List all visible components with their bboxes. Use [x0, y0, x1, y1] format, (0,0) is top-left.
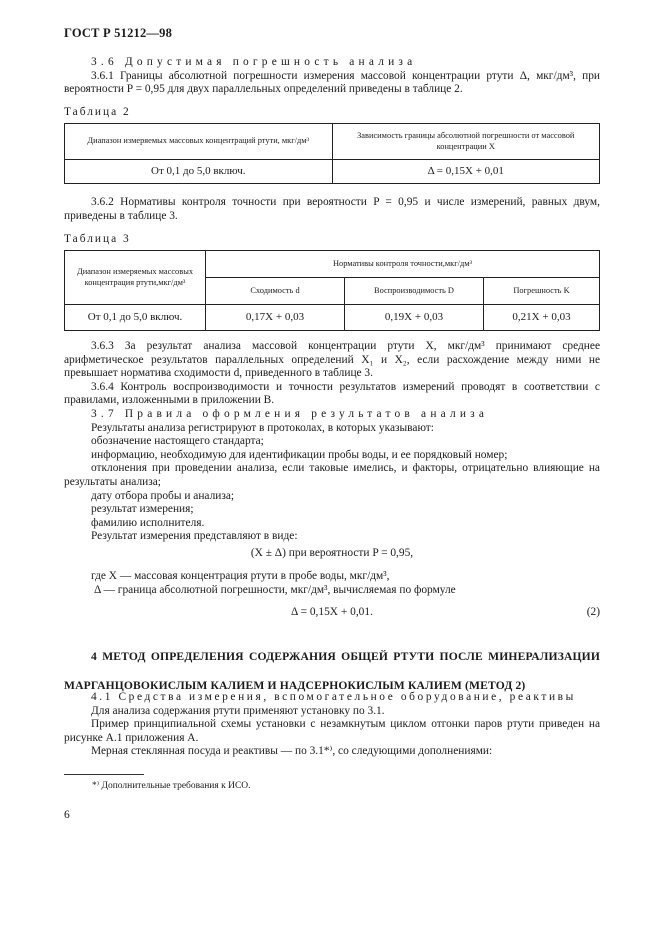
table-2-cell-range: От 0,1 до 5,0 включ. [65, 160, 333, 184]
list-item: отклонения при проведении анализа, если таковые имелись, и факторы, отрицательно влияющие на результаты анализа; [64, 462, 600, 488]
paragraph-3-6-2-block [64, 196, 600, 223]
section-4-1-title: 4.1 Средства измерения, вспомогательное оборудование, реактивы [91, 691, 576, 703]
table-3-cell-error: 0,21X + 0,03 [484, 305, 600, 331]
table-2 [64, 123, 600, 184]
table-3-header-error: Погрешность K [484, 278, 600, 305]
formula-2: Δ = 0,15X + 0,01. [291, 606, 373, 618]
table-2-header-range: Диапазон измеряемых массовых концентраций ртути, мкг/дм³ [65, 124, 333, 160]
table-3-caption [64, 233, 600, 247]
table-3-header-group: Нормативы контроля точности,мкг/дм³ [206, 251, 600, 278]
paragraph-3-6-2: 3.6.2 Нормативы контроля точности при вероятности P = 0,95 и числе измерений, равных двум, приведены в таблице 3. [64, 196, 600, 222]
section-3-6-title: 3.6 Допустимая погрешность анализа [91, 56, 417, 68]
table-3 [64, 250, 600, 331]
result-form-intro: Результат измерения представляют в виде: [91, 530, 298, 543]
paragraph-3-6-1: 3.6.1 Границы абсолютной погрешности измерения массовой концентрации ртути Δ, мкг/дм³, при вероятности P = 0,95 для двух параллельных определений приведены в таблице 2. [64, 69, 600, 96]
table-3-header-reproducibility: Воспроизводимость D [345, 278, 484, 305]
table-3-caption-text: Таблица 3 [64, 233, 131, 245]
paragraph-4-1-1: Для анализа содержания ртути применяют установку по 3.1. [91, 704, 385, 717]
section-3-7-intro: Результаты анализа регистрируют в протоколах, в которых указывают: [91, 421, 434, 434]
where-delta: Δ — граница абсолютной погрешности, мкг/дм³, вычисляемая по формуле [94, 583, 456, 596]
table-3-cell-range: От 0,1 до 5,0 включ. [65, 305, 206, 331]
list-item: информацию, необходимую для идентификации пробы воды, и ее порядковый номер; [91, 448, 508, 461]
list-item: результат измерения; [91, 503, 194, 516]
section-3-7-title: 3.7 Правила оформления результатов анализа [91, 407, 489, 420]
formula-2-number: (2) [586, 606, 600, 618]
list-item: обозначение настоящего стандарта; [91, 435, 264, 448]
table-2-cell-formula: Δ = 0,15X + 0,01 [332, 160, 600, 184]
where-x: где X — массовая концентрация ртути в пробе воды, мкг/дм³, [91, 570, 390, 582]
paragraph-4-1-2: Пример принципиальной схемы установки с незамкнутым циклом отгонки паров ртути приведен на рисунке А.1 приложения А. [64, 718, 600, 744]
paragraph-3-6-3: 3.6.3 За результат анализа массовой концентрации ртути X, мкг/дм³ принимают среднее арифметическое результатов параллельных определений X₁ и X₂, если расхождение между ними не превышает норматива сходимости d, приведенного в таблице 3. [64, 340, 600, 380]
where-block [64, 570, 600, 597]
page-number: 6 [64, 809, 70, 821]
table-3-header-range: Диапазон измеряемых массовых концентрация ртути,мкг/дм³ [65, 251, 206, 305]
formula-result: (X ± Δ) при вероятности P = 0,95, [250, 547, 414, 559]
table-2-caption-text: Таблица 2 [64, 106, 131, 118]
footnote: *⁾ Дополнительные требования к ИСО. [92, 781, 251, 791]
section-3-6 [64, 56, 600, 97]
paragraph-3-6-4: 3.6.4 Контроль воспроизводимости и точности результатов измерений проводят в соответствии с правилами, изложенными в приложении В. [64, 380, 600, 407]
table-2-caption [64, 106, 600, 120]
table-3-cell-convergence: 0,17X + 0,03 [206, 305, 345, 331]
table-3-header-convergence: Сходимость d [206, 278, 345, 305]
list-item: дату отбора пробы и анализа; [91, 489, 235, 502]
table-3-cell-reproducibility: 0,19X + 0,03 [345, 305, 484, 331]
section-4-heading: 4 МЕТОД ОПРЕДЕЛЕНИЯ СОДЕРЖАНИЯ ОБЩЕЙ РТУТИ ПОСЛЕ МИНЕРАЛИЗАЦИИ МАРГАНЦОВОКИСЛЫМ КАЛИЕМ И НАДСЕРНОКИСЛЫМ КАЛИЕМ (МЕТОД 2) [64, 650, 600, 692]
standard-header: ГОСТ Р 51212—98 [64, 26, 173, 40]
footnote-divider [64, 774, 144, 775]
section-3-6-3-to-3-7 [64, 340, 600, 544]
paragraph-4-1-3: Мерная стеклянная посуда и реактивы — по 3.1*⁾, со следующими дополнениями: [91, 745, 493, 758]
list-item: фамилию исполнителя. [91, 516, 205, 529]
table-2-header-dependence: Зависимость границы абсолютной погрешности от массовой концентрации X [332, 124, 600, 160]
section-4-1 [64, 691, 600, 759]
